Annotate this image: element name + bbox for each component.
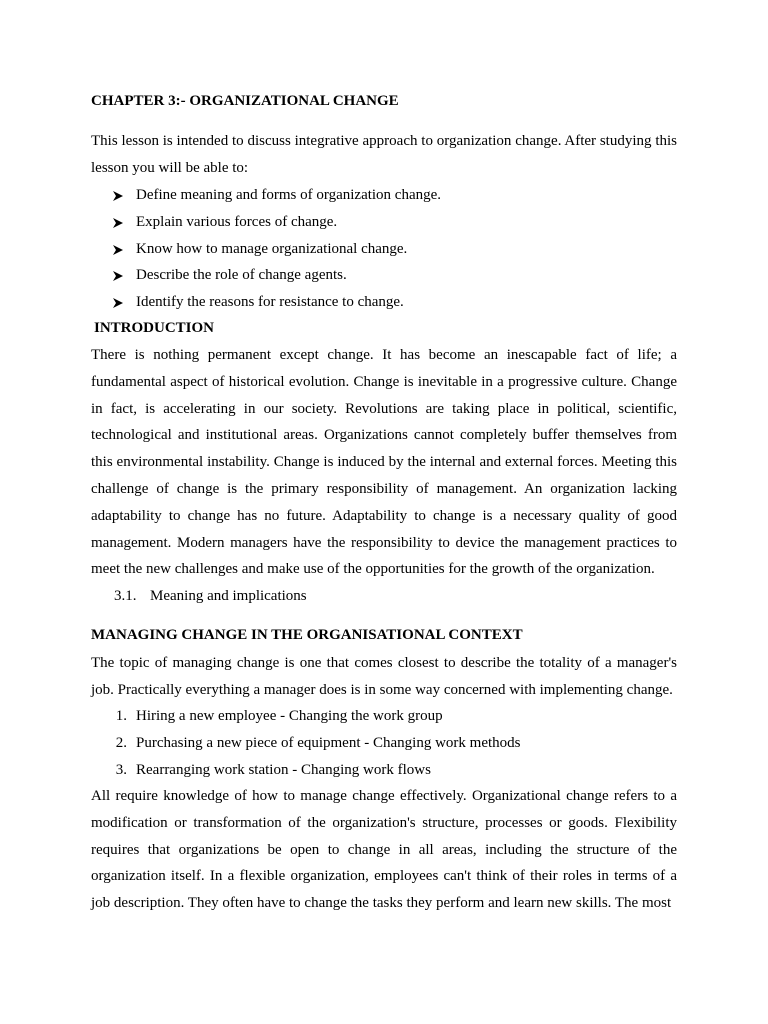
- list-item: [91, 236, 677, 263]
- objective-text: Define meaning and forms of organization change.: [136, 187, 442, 203]
- closing-paragraph: All require knowledge of how to manage change effectively. Organizational change refers to a modification or transformation of the organization's structure, processes or goods. Flexibility requires that organizations be open to change in all areas, including the structure of the organization itself. In a flexible organization, employees can't think of their roles in terms of a job description. They often have to change the tasks they perform and learn new skills. The most: [91, 788, 677, 912]
- chapter-title: CHAPTER 3:- ORGANIZATIONAL CHANGE: [91, 93, 399, 109]
- intro-paragraph: This lesson is intended to discuss integrative approach to organization change. After studying this lesson you will be able to:: [91, 133, 677, 176]
- arrow-bullet-icon: [113, 298, 123, 308]
- arrow-bullet-icon: [113, 245, 123, 255]
- list-item: [91, 182, 677, 209]
- introduction-heading: INTRODUCTION: [94, 320, 215, 336]
- arrow-bullet-icon: [113, 191, 123, 201]
- managing-heading: MANAGING CHANGE IN THE ORGANISATIONAL CONTEXT: [91, 627, 523, 643]
- examples-list: [91, 703, 677, 783]
- objective-text: Identify the reasons for resistance to change.: [136, 294, 404, 311]
- objectives-list: [91, 182, 677, 316]
- example-text: Hiring a new employee - Changing the work group: [136, 708, 443, 724]
- arrow-bullet-icon: [113, 218, 123, 228]
- subsection-number: 3.1.: [114, 588, 137, 604]
- list-item: [91, 703, 677, 730]
- objective-text: Explain various forces of change.: [136, 213, 338, 230]
- list-number: 2.: [115, 734, 127, 751]
- list-number: 1.: [115, 708, 127, 724]
- example-text: Rearranging work station - Changing work flows: [136, 761, 431, 778]
- arrow-bullet-icon: [113, 271, 123, 281]
- list-item: [91, 209, 677, 236]
- managing-paragraph: The topic of managing change is one that comes closest to describe the totality of a manager's job. Practically everything a manager does is in some way concerned with implementing change.: [91, 655, 677, 698]
- objective-text: Describe the role of change agents.: [136, 267, 347, 284]
- list-item: [91, 262, 677, 289]
- list-item: [91, 730, 677, 757]
- introduction-paragraph: There is nothing permanent except change. It has become an inescapable fact of life; a fundamental aspect of historical evolution. Change is inevitable in a progressive culture. Change in fact, is accelerating in our society. Revolutions are taking place in political, scientific, technological and institutional areas. Organizations cannot completely buffer themselves from this environmental instability. Change is induced by the internal and external forces. Meeting this challenge of change is the primary responsibility of management. An organization lacking adaptability to change has no future. Adaptability to change is a necessary quality of good management. Modern managers have the responsibility to device the management practices to meet the new challenges and make use of the opportunities for the growth of the organization.: [91, 347, 677, 578]
- list-item: [91, 289, 677, 316]
- list-number: 3.: [115, 761, 127, 778]
- example-text: Purchasing a new piece of equipment - Changing work methods: [136, 734, 521, 751]
- subsection-title: Meaning and implications: [150, 588, 307, 604]
- list-item: [91, 757, 677, 784]
- objective-text: Know how to manage organizational change.: [136, 240, 408, 257]
- subsection-heading: [114, 588, 307, 605]
